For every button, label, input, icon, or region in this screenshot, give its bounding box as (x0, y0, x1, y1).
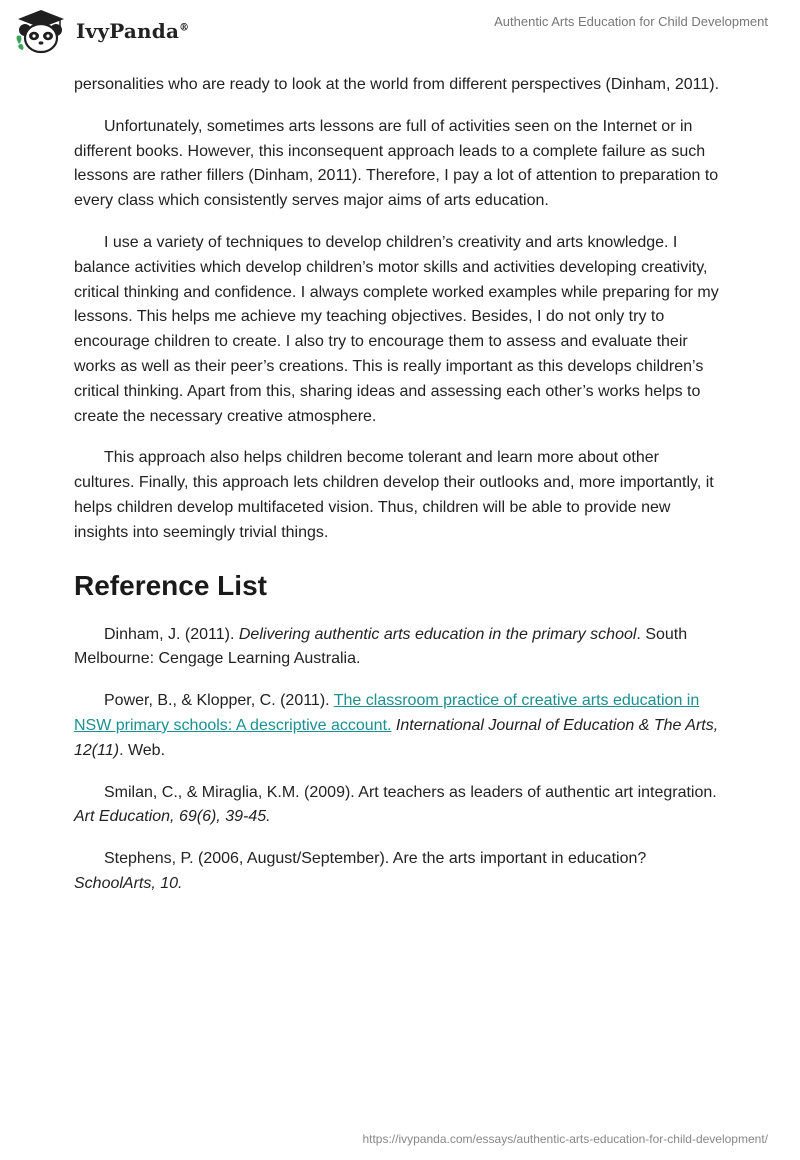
ivypanda-logo[interactable] (14, 8, 189, 54)
panda-graduate-icon (14, 8, 68, 54)
reference-item: Stephens, P. (2006, August/September). Are the arts important in education? SchoolArts, 10. (74, 850, 647, 892)
document-title: Authentic Arts Education for Child Development (494, 14, 768, 29)
paragraph-2: Unfortunately, sometimes arts lessons are full of activities seen on the Internet or in different books. However, this inconsequent approach leads to a complete failure as such lessons are rather fillers (Dinham, 2011). Therefore, I pay a lot of attention to preparation to every class which consistently serves major aims of arts education. (74, 117, 719, 210)
reference-item: Power, B., & Klopper, C. (2011). The classroom practice of creative arts education in NSW primary schools: A descriptive account. International Journal of Education & The Arts, 12(11). Web. (74, 692, 719, 759)
essay-content (74, 73, 720, 914)
reference-item: Smilan, C., & Miraglia, K.M. (2009). Art teachers as leaders of authentic art integration. Art Education, 69(6), 39-45. (74, 783, 717, 826)
brand-name: IvyPanda® (76, 19, 190, 43)
paragraph-4: This approach also helps children become tolerant and learn more about other cultures. Finally, this approach lets children develop their outlooks and, more importantly, it helps children develop multifaceted vision. Thus, children will be able to provide new insights into seemingly trivial things. (74, 449, 714, 541)
page-header (0, 0, 800, 60)
reference-list-heading: Reference List (74, 569, 267, 601)
reference-item: Dinham, J. (2011). Delivering authentic arts education in the primary school. South Melbourne: Cengage Learning Australia. (74, 625, 688, 668)
paragraph-3: I use a variety of techniques to develop children’s creativity and arts knowledge. I balance activities which develop children’s motor skills and activities developing creativity, critical thinking and confidence. I always complete worked examples while preparing for my lessons. This helps me achieve my teaching objectives. Besides, I do not only try to encourage children to create. I also try to encourage them to assess and evaluate their works as well as their peer’s creations. This is really important as this develops children’s critical thinking. Apart from this, sharing ideas and assessing each other’s works helps to create the necessary creative atmosphere. (74, 233, 719, 425)
footer-url[interactable]: https://ivypanda.com/essays/authentic-arts-education-for-child-development/ (362, 1132, 768, 1146)
reference-link[interactable]: The classroom practice of creative arts education in NSW primary schools: A descriptive account. (74, 692, 700, 734)
paragraph-1: personalities who are ready to look at the world from different perspectives (Dinham, 2011). (74, 76, 720, 93)
